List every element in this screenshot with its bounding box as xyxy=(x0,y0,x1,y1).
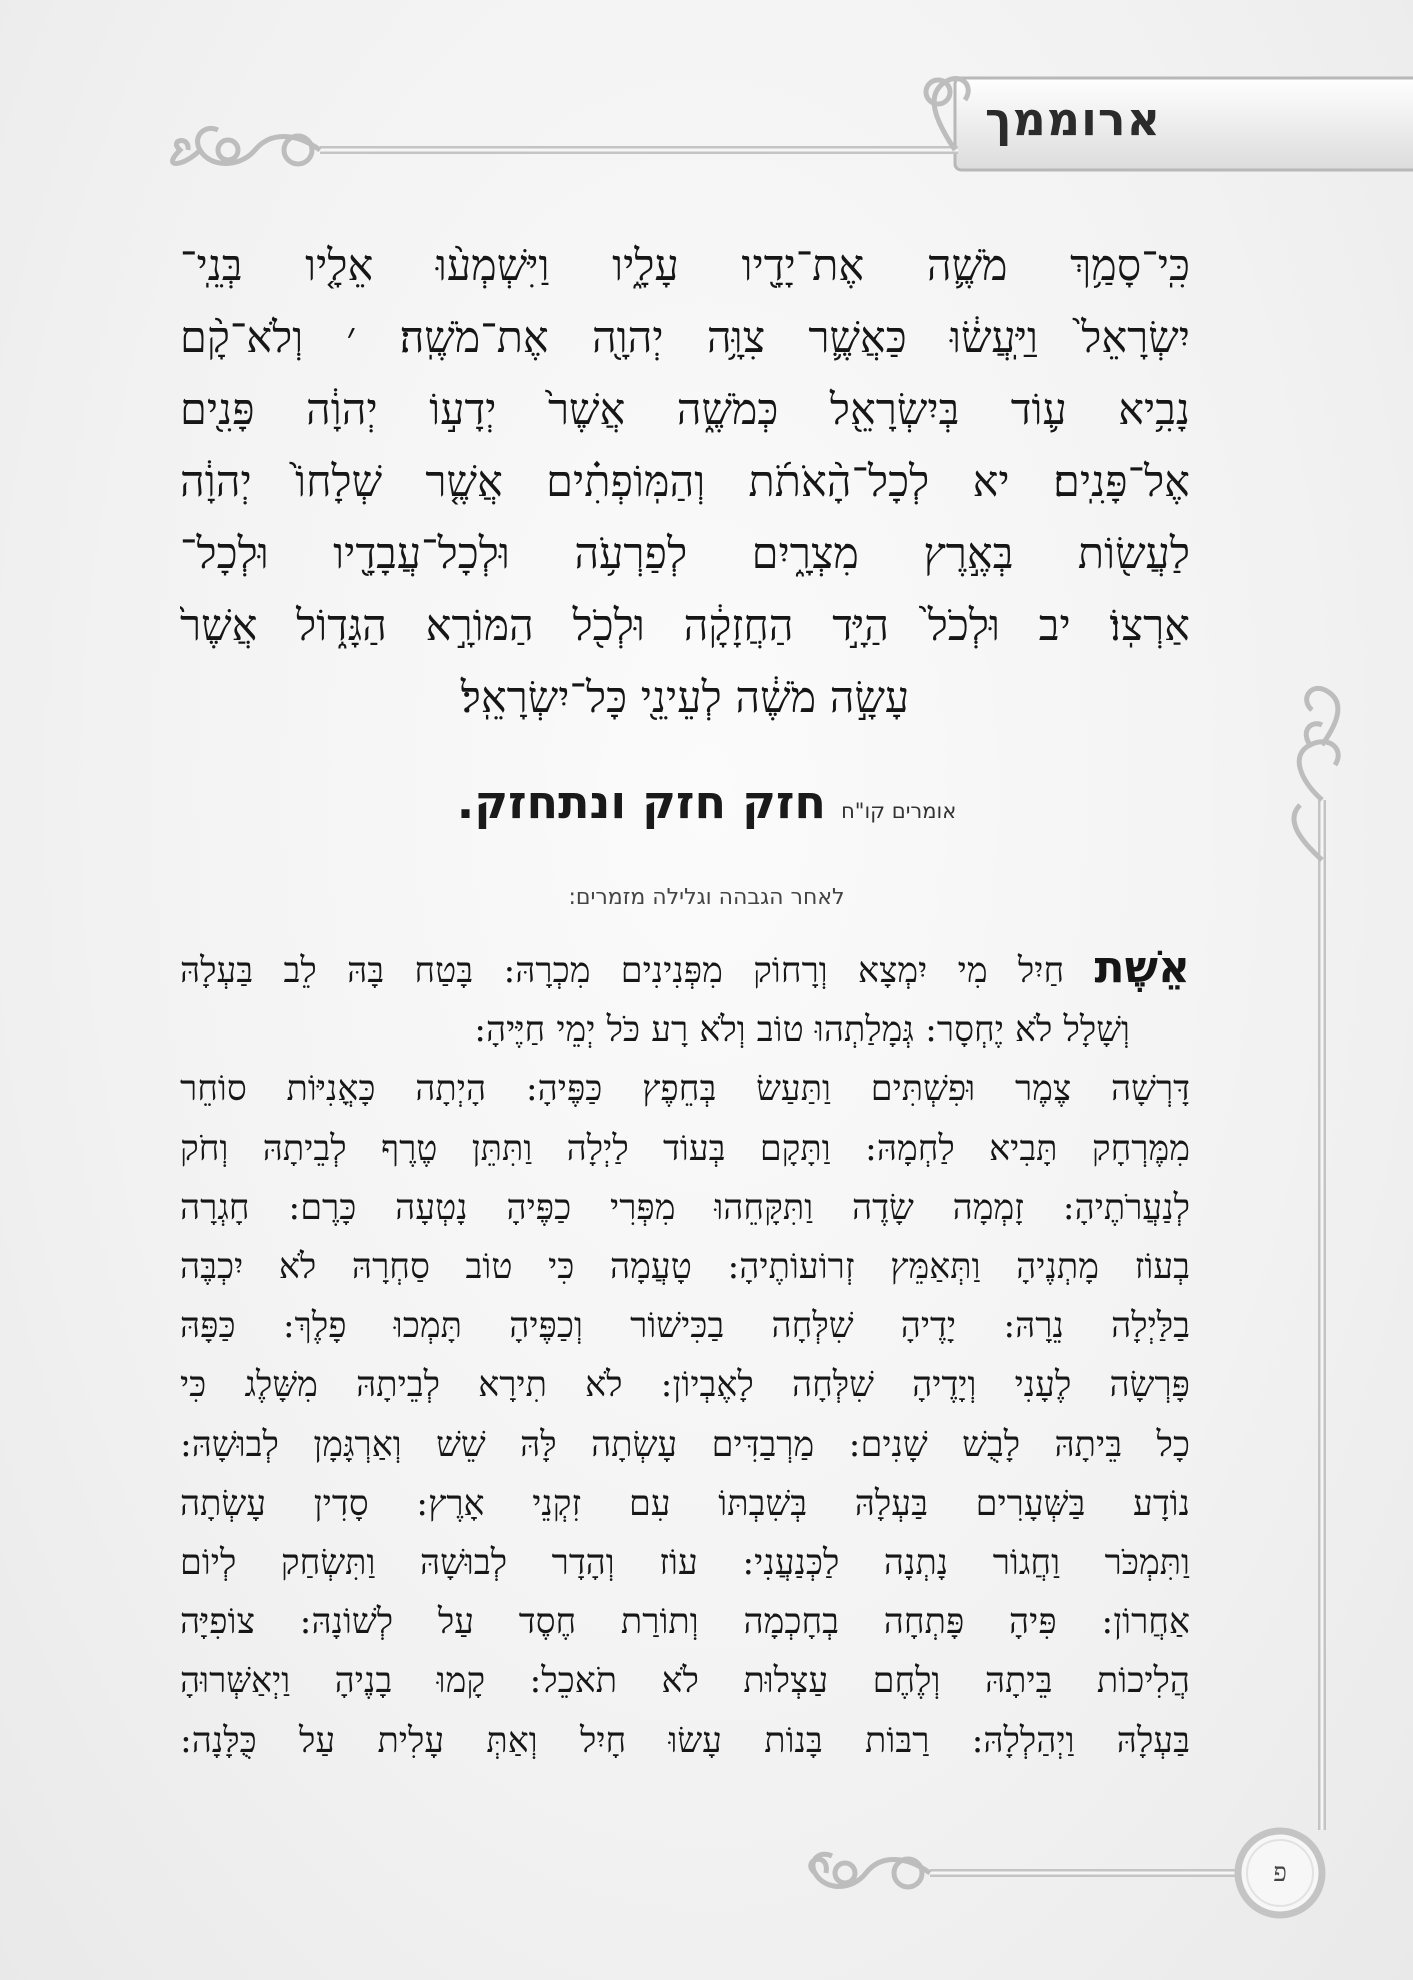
torah-passage xyxy=(180,230,1190,734)
torah-line: עָשָׂ֣ה מֹשֶׁ֔ה לְעֵינֵ֖י כָּל־יִשְׂרָאֵֽל׃ xyxy=(460,673,910,723)
eshet-line: וַתִּמְכֹּר וַחֲגוֹר נָתְנָה לַכְּנַעֲנִי: עוֹז וְהָדָר לְבוּשָׁהּ וַתִּשְׂחַק לְיוֹם xyxy=(180,1543,1190,1584)
eshet-line: דָּרְשָׁה צֶמֶר וּפִשְׁתִּים וַתַּעַשׂ בְּחֵפֶץ כַּפֶּיהָ: הָיְתָה כָּאֳנִיּוֹת סוֹחֵר xyxy=(180,1069,1190,1110)
eshet-line: בְעוֹז מָתְנֶיהָ וַתְּאַמֵּץ זְרוֹעוֹתֶיהָ: טָעֲמָה כִּי טוֹב סַחְרָהּ לֹא יִכְבֶּה xyxy=(180,1247,1190,1288)
eshet-chayil-passage xyxy=(180,938,1190,1771)
torah-line: נָבִ֥יא ע֛וֹד בְּיִשְׂרָאֵ֖ל כְּמֹשֶׁ֑ה אֲשֶׁר֙ יְדָע֣וֹ יְהוָ֔ה פָּנִ֖ים xyxy=(180,385,1190,435)
eshet-first-line-text: חַיִל מִי יִמְצָא וְרָחוֹק מִפְּנִינִים מִכְרָהּ: בָּטַח בָּהּ לֵב בַּעְלָהּ xyxy=(180,951,1065,991)
eshet-line xyxy=(180,938,1190,1001)
torah-line: יִשְׂרָאֵל֙ וַיַּֽעֲשׂ֔וּ כַּאֲשֶׁ֛ר צִוָּ֥ה יְהוָ֖ה אֶת־מֹשֶֽׁה׃ ׳ וְלֹא־קָ֨ם xyxy=(180,313,1190,363)
eshet-line: כָל בֵּיתָהּ לָבֻשׁ שָׁנִים: מַרְבַדִּים עָשְׂתָה לָּהּ שֵׁשׁ וְאַרְגָּמָן לְבוּשָׁהּ: xyxy=(180,1424,1190,1465)
chazak-row xyxy=(0,775,1413,829)
eshet-line: הֲלִיכוֹת בֵּיתָהּ וְלֶחֶם עַצְלוּת לֹא תֹאכֵל: קָמוּ בָנֶיהָ וַיְאַשְּׁרוּהָ xyxy=(180,1661,1190,1702)
page-header-title: ארוממך xyxy=(984,92,1162,146)
chazak-proclamation: חזק חזק ונתחזק. xyxy=(456,775,826,829)
eshet-first-word: אֵשֶׁת xyxy=(1094,942,1190,993)
eshet-line: בַלַּיְלָה נֵרָהּ: יָדֶיהָ שִׁלְּחָה בַכִּישׁוֹר וְכַפֶּיהָ תָּמְכוּ פָלֶךְ: כַּפָּהּ xyxy=(180,1306,1190,1347)
eshet-line: פָּרְשָׂה לֶעָנִי וְיָדֶיהָ שִׁלְּחָה לָאֶבְיוֹן: לֹא תִירָא לְבֵיתָהּ מִשָּׁלֶג כִּי xyxy=(180,1365,1190,1406)
eshet-line: לְנַעֲרֹתֶיהָ: זָמְמָה שָׂדֶה וַתִּקָּחֵהוּ מִפְּרִי כַפֶּיהָ נָטְעָה כָּרֶם: חָגְרָה xyxy=(180,1187,1190,1228)
header-tab xyxy=(320,78,1413,170)
right-frame xyxy=(1294,688,1338,1830)
eshet-line: נוֹדָע בַּשְּׁעָרִים בַּעְלָהּ בְּשִׁבְתּוֹ עִם זִקְנֵי אָרֶץ: סָדִין עָשְׂתָה xyxy=(180,1483,1190,1524)
page-number: פ xyxy=(1273,1858,1287,1888)
eshet-line: מִמֶּרְחָק תָּבִיא לַחְמָהּ: וַתָּקָם בְּעוֹד לַיְלָה וַתִּתֵּן טֶרֶף לְבֵיתָהּ וְחֹק xyxy=(180,1128,1190,1169)
scroll-ornament-top-left xyxy=(173,128,320,164)
torah-line: אֶל־פָּנִֽים׃ יא לְכָל־הָ֨אֹתֹ֜ת וְהַמּֽוֹפְתִ֗ים אֲשֶׁ֤ר שְׁלָחוֹ֙ יְהוָ֔ה xyxy=(180,457,1190,507)
eshet-line: אַחֲרוֹן: פִּיהָ פָּתְחָה בְחָכְמָה וְתוֹרַת חֶסֶד עַל לְשׁוֹנָהּ: צוֹפִיָּה xyxy=(180,1602,1190,1643)
torah-line: אַרְצֽוֹ׃ יב וּלְכֹל֙ הַיָּ֣ד הַחֲזָקָ֔ה וּלְכֹ֖ל הַמּוֹרָ֣א הַגָּד֑וֹל אֲשֶׁר֙ xyxy=(180,601,1190,651)
torah-line: לַעֲשׂ֖וֹת בְּאֶ֣רֶץ מִצְרָ֑יִם לְפַרְעֹ֥ה וּלְכָל־עֲבָדָ֖יו וּלְכָל־ xyxy=(180,529,1190,579)
bottom-frame xyxy=(811,1854,1260,1887)
chazak-instruction: אומרים קו"ח xyxy=(841,799,957,823)
eshet-line: וְשָׁלָל לֹא יֶחְסָר: גְּמָלַתְהוּ טוֹב וְלֹא רָע כֹּל יְמֵי חַיֶּיהָ: xyxy=(474,1010,1130,1051)
hagbaha-instruction: לאחר הגבהה וגלילה מזמרים: xyxy=(568,885,845,910)
eshet-line: בַּעְלָהּ וַיְהַלְלָהּ: רַבּוֹת בָּנוֹת עָשׂוּ חָיִל וְאַתְּ עָלִית עַל כֻּלָּנָה: xyxy=(180,1720,1190,1761)
torah-line: כִּֽי־סָמַ֥ךְ מֹשֶׁ֛ה אֶת־יָדָ֖יו עָלָ֑יו וַיִּשְׁמְע֨וּ אֵלָ֤יו בְּנֵֽי־ xyxy=(180,241,1190,291)
